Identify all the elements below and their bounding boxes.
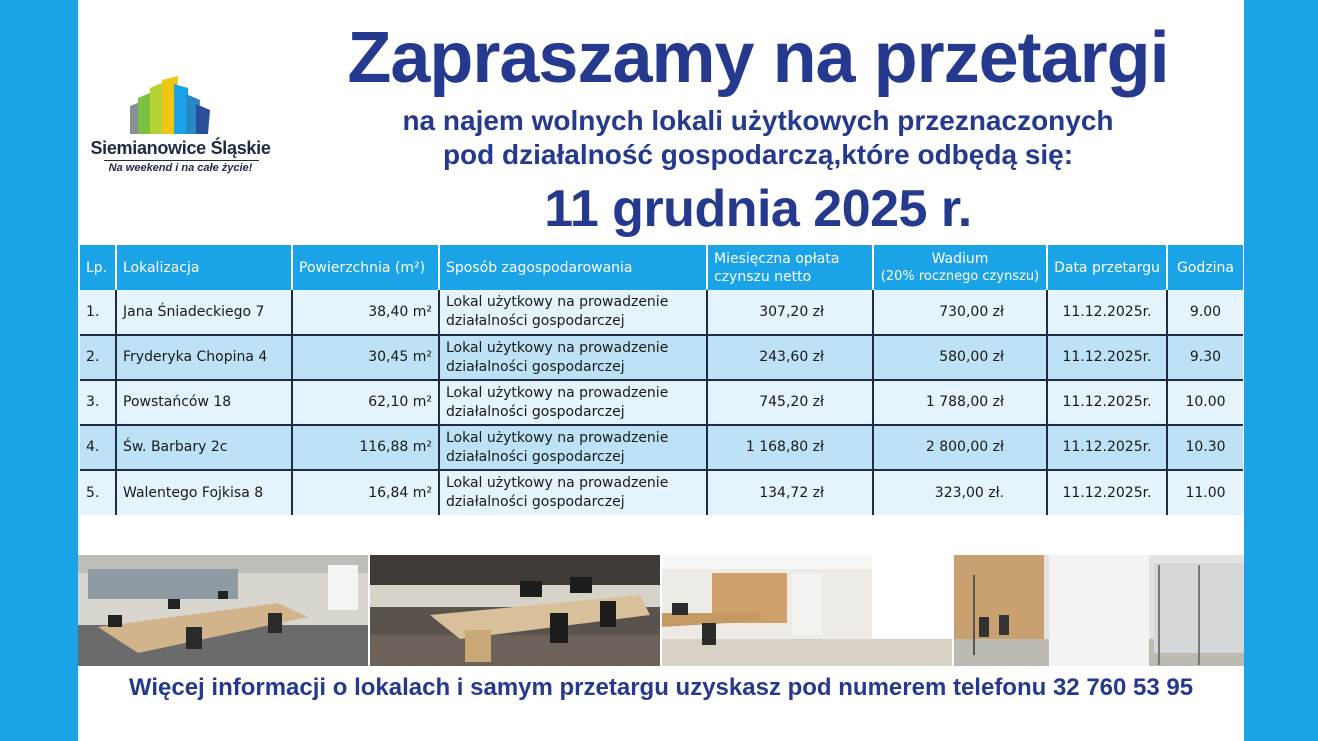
table-row xyxy=(80,425,1243,470)
office-photo-2 xyxy=(370,555,660,666)
cell-oplata: 134,72 zł xyxy=(707,470,873,515)
cell-data: 11.12.2025r. xyxy=(1047,470,1167,515)
sposob-line-1: Lokal użytkowy na prowadzenie xyxy=(446,429,669,446)
cell-godzina: 10.00 xyxy=(1167,380,1243,425)
sposob-line-2: działalności gospodarczej xyxy=(446,448,625,465)
cell-lokalizacja: Jana Śniadeckiego 7 xyxy=(116,290,292,335)
office-photo-2-image xyxy=(370,555,660,666)
cell-powierzchnia: 62,10 m² xyxy=(292,380,439,425)
sposob-line-1: Lokal użytkowy na prowadzenie xyxy=(446,475,669,491)
cell-lokalizacja: Św. Barbary 2c xyxy=(116,425,292,470)
office-photo-strip xyxy=(78,555,1244,666)
sposob-line-1: Lokal użytkowy na prowadzenie xyxy=(446,339,669,356)
cell-sposob xyxy=(439,335,707,380)
cell-sposob xyxy=(439,290,707,335)
logo-divider xyxy=(104,160,259,161)
page-title: Zapraszamy na przetargi xyxy=(347,18,1169,98)
cell-oplata: 243,60 zł xyxy=(707,335,873,380)
city-logo-icon xyxy=(130,76,230,138)
cell-data: 11.12.2025r. xyxy=(1047,335,1167,380)
cell-lp: 5. xyxy=(80,470,116,515)
sposob-line-2: działalności gospodarczej xyxy=(446,494,625,510)
office-photo-4-image xyxy=(954,555,1244,666)
cell-powierzchnia: 30,45 m² xyxy=(292,335,439,380)
header-powierzchnia: Powierzchnia (m²) xyxy=(292,245,439,290)
city-logo-name: Siemianowice Śląskie xyxy=(90,138,271,158)
cell-lokalizacja: Walentego Fojkisa 8 xyxy=(116,470,292,515)
cell-wadium: 2 800,00 zł xyxy=(873,425,1047,470)
header-data: Data przetargu xyxy=(1047,245,1167,290)
cell-wadium: 323,00 zł. xyxy=(873,470,1047,515)
sposob-line-2: działalności gospodarczej xyxy=(446,313,625,329)
cell-godzina: 9.30 xyxy=(1167,335,1243,380)
contact-info: Więcej informacji o lokalach i samym przetargu uzyskasz pod numerem telefonu 32 760 53 95 xyxy=(128,674,1194,701)
cell-powierzchnia: 116,88 m² xyxy=(292,425,439,470)
header-wadium-line-1: Wadium xyxy=(931,250,989,267)
sposob-line-2: działalności gospodarczej xyxy=(446,403,625,420)
cell-lp: 4. xyxy=(80,425,116,470)
cell-powierzchnia: 16,84 m² xyxy=(292,470,439,515)
cell-data: 11.12.2025r. xyxy=(1047,380,1167,425)
header-oplata xyxy=(707,245,873,290)
cell-lp: 1. xyxy=(80,290,116,335)
table-row xyxy=(80,335,1243,380)
table-row xyxy=(80,290,1243,335)
header-wadium xyxy=(873,245,1047,290)
cell-lokalizacja: Powstańców 18 xyxy=(116,380,292,425)
cell-data: 11.12.2025r. xyxy=(1047,290,1167,335)
cell-oplata: 745,20 zł xyxy=(707,380,873,425)
cell-data: 11.12.2025r. xyxy=(1047,425,1167,470)
header-godzina: Godzina xyxy=(1167,245,1243,290)
header-oplata-line-1: Miesięczna opłata xyxy=(714,250,840,267)
cell-wadium: 730,00 zł xyxy=(873,290,1047,335)
cell-wadium: 580,00 zł xyxy=(873,335,1047,380)
office-photo-1 xyxy=(78,555,368,666)
cell-godzina: 9.00 xyxy=(1167,290,1243,335)
city-logo xyxy=(88,76,271,176)
table-row xyxy=(80,380,1243,425)
cell-wadium: 1 788,00 zł xyxy=(873,380,1047,425)
header-wadium-line-2: (20% rocznego czynszu) xyxy=(880,268,1040,284)
cell-sposob xyxy=(439,470,707,515)
cell-sposob xyxy=(439,425,707,470)
subtitle-line-2: pod działalność gospodarczą,które odbędą się: xyxy=(442,139,1074,170)
city-logo-tagline: Na weekend i na całe życie! xyxy=(108,162,253,174)
table-row xyxy=(80,470,1243,515)
sposob-line-2: działalności gospodarczej xyxy=(446,358,625,375)
cell-godzina: 10.30 xyxy=(1167,425,1243,470)
header-sposob: Sposób zagospodarowania xyxy=(439,245,707,290)
office-photo-3 xyxy=(662,555,952,666)
auction-table xyxy=(80,245,1243,515)
header-lokalizacja: Lokalizacja xyxy=(116,245,292,290)
cell-powierzchnia: 38,40 m² xyxy=(292,290,439,335)
sposob-line-1: Lokal użytkowy na prowadzenie xyxy=(446,384,669,401)
cell-oplata: 307,20 zł xyxy=(707,290,873,335)
auction-date: 11 grudnia 2025 r. xyxy=(544,180,972,238)
office-photo-3-image xyxy=(662,555,952,666)
subtitle-line-1: na najem wolnych lokali użytkowych przeznaczonych xyxy=(402,105,1114,136)
header-oplata-line-2: czynszu netto xyxy=(714,268,812,285)
office-photo-1-image xyxy=(78,555,368,666)
cell-oplata: 1 168,80 zł xyxy=(707,425,873,470)
page-subtitle xyxy=(278,104,1238,172)
sposob-line-1: Lokal użytkowy na prowadzenie xyxy=(446,294,669,310)
header-lp: Lp. xyxy=(80,245,116,290)
cell-lp: 2. xyxy=(80,335,116,380)
cell-sposob xyxy=(439,380,707,425)
table-header-row xyxy=(80,245,1243,290)
cell-lokalizacja: Fryderyka Chopina 4 xyxy=(116,335,292,380)
poster xyxy=(78,0,1244,741)
cell-lp: 3. xyxy=(80,380,116,425)
cell-godzina: 11.00 xyxy=(1167,470,1243,515)
office-photo-4 xyxy=(954,555,1244,666)
